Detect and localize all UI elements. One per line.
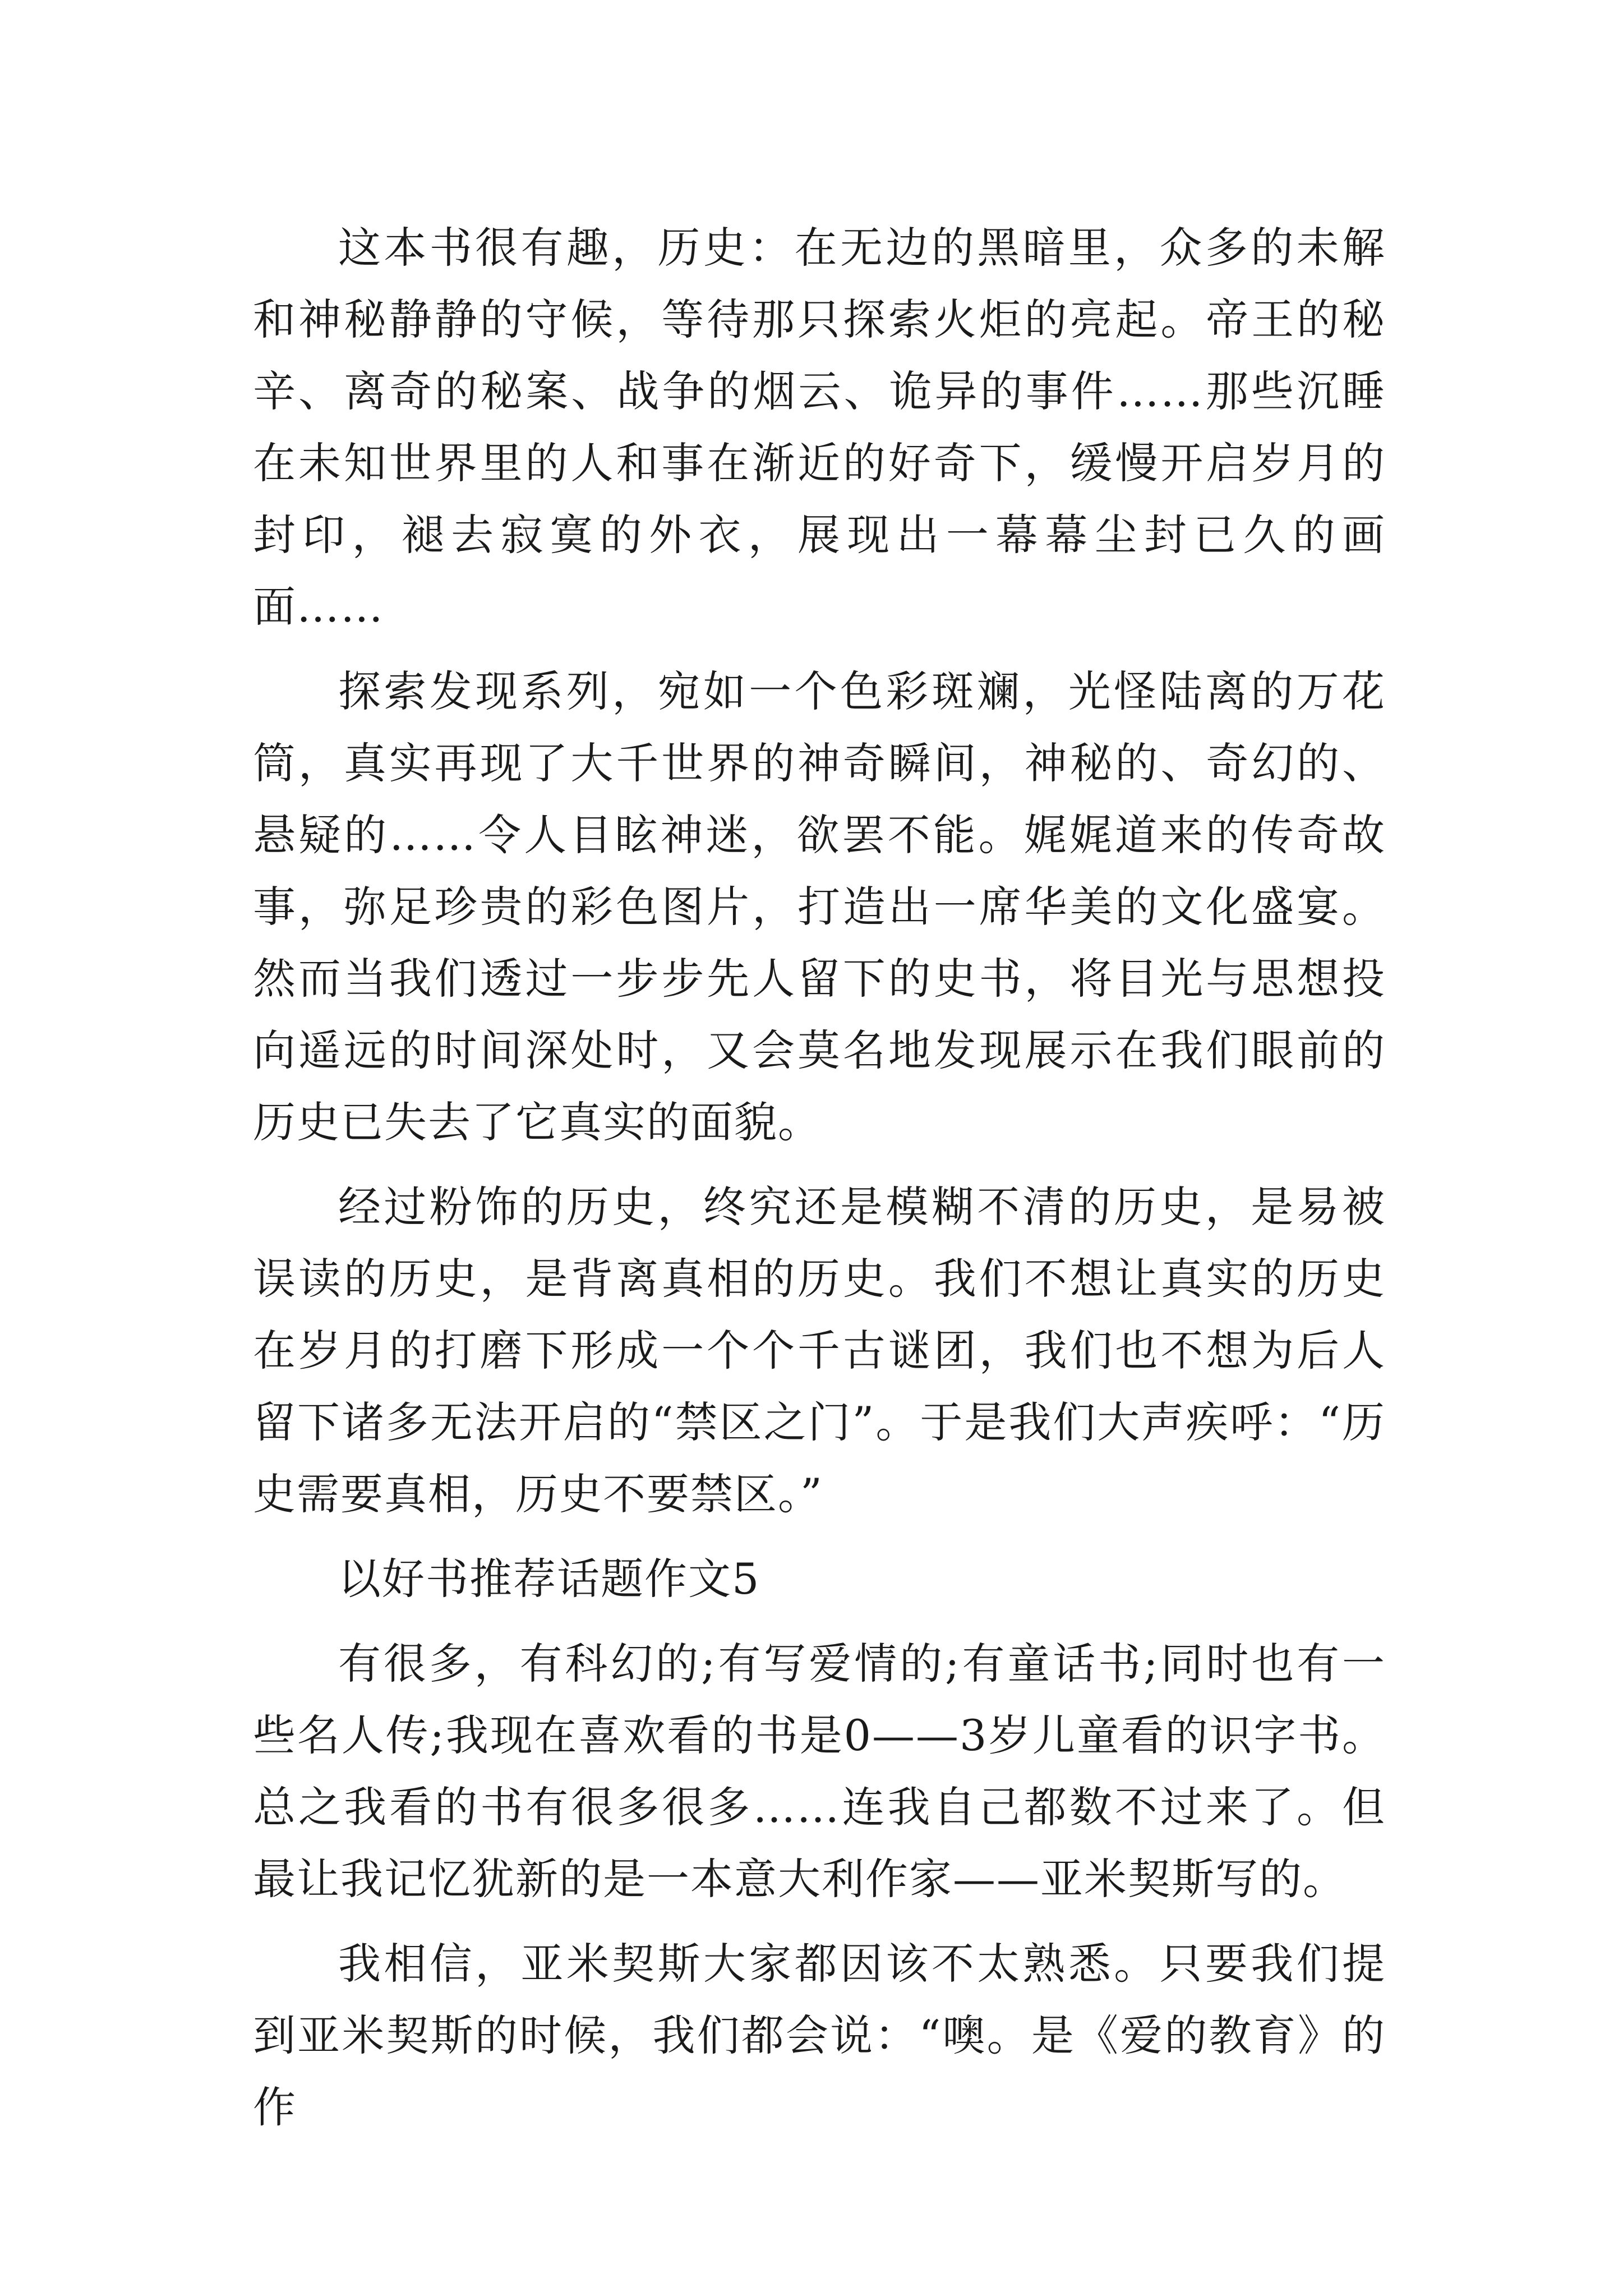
paragraph-discovery-series: 探索发现系列，宛如一个色彩斑斓，光怪陆离的万花筒，真实再现了大千世界的神奇瞬间，神秘的、奇幻的、悬疑的……令人目眩神迷，欲罢不能。娓娓道来的传奇故事，弥足珍贵的彩色图片，打造出一席华美的文化盛宴。然而当我们透过一步步先人留下的史书，将目光与思想投向遥远的时间深处时，又会莫名地发现展示在我们眼前的历史已失去了它真实的面貌。 [253, 666, 1386, 1147]
paragraph-many-books: 有很多，有科幻的;有写爱情的;有童话书;同时也有一些名人传;我现在喜欢看的书是0——3岁儿童看的识字书。总之我看的书有很多很多……连我自己都数不过来了。但最让我记忆犹新的是一本意大利作家——亚米契斯写的。 [253, 1639, 1386, 1904]
paragraph-history-mystery: 这本书很有趣，历史：在无边的黑暗里，众多的未解和神秘静静的守候，等待那只探索火炬的亮起。帝王的秘辛、离奇的秘案、战争的烟云、诡异的事件……那些沉睡在未知世界里的人和事在渐近的好奇下，缓慢开启岁月的封印，褪去寂寞的外衣，展现出一幕幕尘封已久的画面…… [253, 223, 1386, 632]
paragraph-embellished-history: 经过粉饰的历史，终究还是模糊不清的历史，是易被误读的历史，是背离真相的历史。我们不想让真实的历史在岁月的打磨下形成一个个千古谜团，我们也不想为后人留下诸多无法开启的“禁区之门”。于是我们大声疾呼：“历史需要真相，历史不要禁区。” [253, 1182, 1386, 1519]
paragraph-amicis: 我相信，亚米契斯大家都因该不太熟悉。只要我们提到亚米契斯的时候，我们都会说：“噢。是《爱的教育》的作 [253, 1939, 1386, 2132]
essay-heading: 以好书推荐话题作文5 [338, 1554, 760, 1604]
body-text [253, 212, 1386, 2156]
